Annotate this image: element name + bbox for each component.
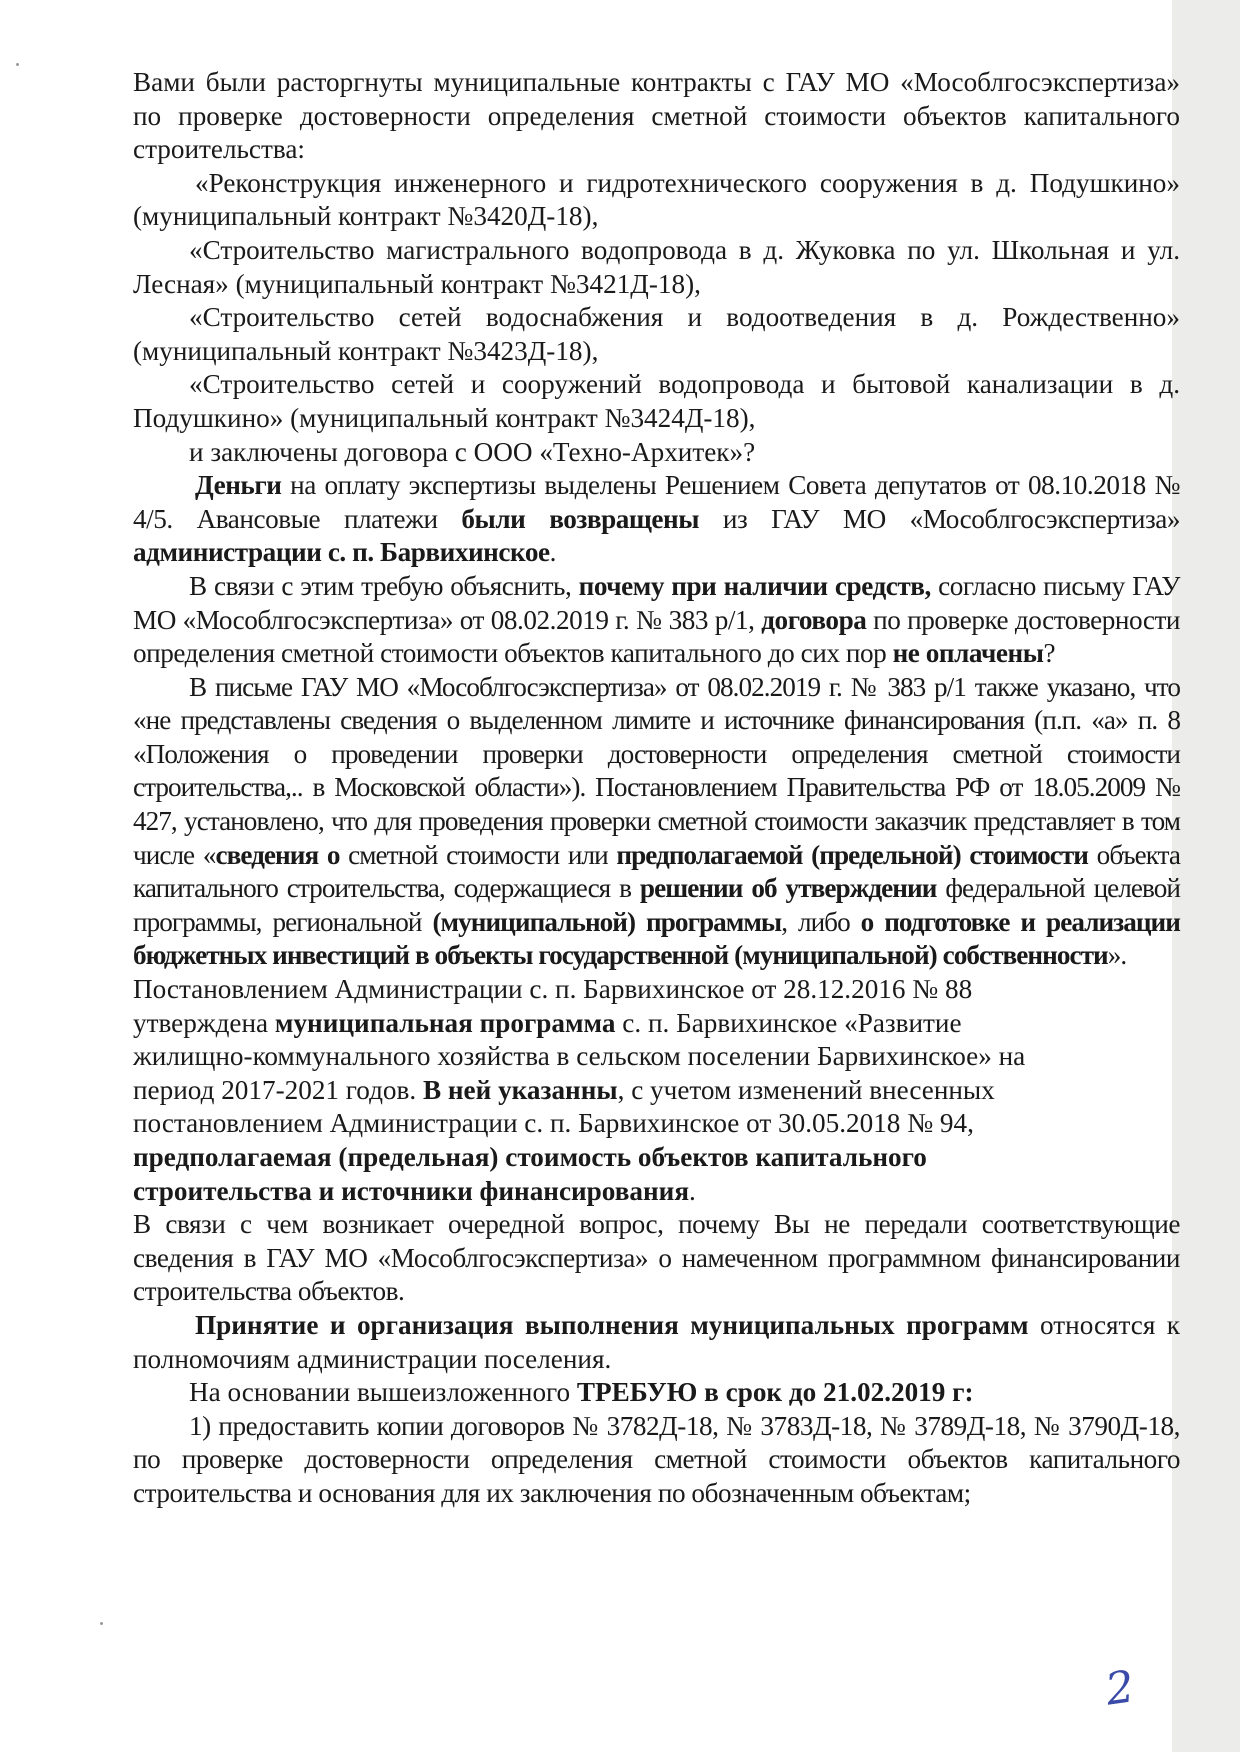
text: В связи с этим требую объяснить, [189, 570, 579, 601]
text: сметной стоимости или [339, 839, 617, 870]
bold-text: сведения о [215, 839, 340, 870]
letter-paragraph [133, 671, 1180, 973]
bold-text: почему при наличии средств, [578, 570, 931, 601]
text: На основании вышеизложенного [189, 1377, 577, 1408]
text: жилищно-коммунального хозяйства в сельском поселении Барвихинское» на [133, 1041, 1026, 1072]
text: , либо [781, 906, 861, 937]
scan-margin [1172, 0, 1240, 1752]
powers-paragraph [133, 1309, 1180, 1376]
text: . [549, 537, 556, 568]
bold-text: договора [761, 604, 867, 635]
text: по проверке достоверности определения сметной стоимости объектов капитального до сих пор [133, 604, 1180, 669]
bold-text: не оплачены [892, 638, 1044, 669]
bold-text: муниципальная программа [274, 1007, 616, 1038]
bold-text: Деньги [195, 470, 282, 501]
intro-text: Вами были расторгнуты муниципальные контракты с ГАУ МО «Мособлгосэкспертиза» по проверке достоверности определения сметной стоимости объектов капитального строительства: [133, 67, 1180, 165]
text: с. п. Барвихинское «Развитие [615, 1007, 962, 1038]
handwritten-page-number: 2 [1102, 1661, 1138, 1716]
text: Постановлением Администрации с. п. Барвихинское от 28.12.2016 № 88 [133, 974, 973, 1005]
question-paragraph [133, 1208, 1180, 1309]
text: ? [1043, 638, 1056, 669]
contract-text: «Реконструкция инженерного и гидротехнического сооружения в д. Подушкино» (муниципальный контракт №3420Д-18), [133, 167, 1180, 232]
bold-text: В ней указанны [422, 1074, 618, 1105]
bold-text: строительства и источники финансирования [133, 1175, 690, 1206]
text: В связи с чем возникает очередной вопрос, почему Вы не передали соответствующие сведения в ГАУ МО «Мособлгосэкспертиза» о намеченном программном финансировании строительства объектов. [133, 1209, 1180, 1307]
demand-paragraph [133, 1376, 1180, 1410]
explain-paragraph [133, 570, 1180, 671]
contract-item [133, 368, 1180, 435]
scan-speck [100, 1622, 103, 1625]
bold-text: администрации с. п. Барвихинское [133, 537, 550, 568]
money-paragraph [133, 469, 1180, 570]
scan-speck [16, 63, 19, 66]
text: В письме ГАУ МО «Мособлгосэкспертиза» от 08.02.2019 г. № 383 р/1 также указано, что «не представлены сведения о выделенном лимите и источнике финансирования (п.п. «а» п. 8 «Положения о проведении проверки достоверности определения сметной стоимости строительства,.. в Московской области»). Постановлением Правительства РФ от 18.05.2009 № 427, установлено, что для проведения проверки сметной стоимости заказчик представляет в том числе « [133, 671, 1180, 870]
text: из ГАУ МО «Мособлгосэкспертиза» [699, 503, 1180, 534]
bold-text: о подготовке и реализации бюджетных инвестиций в объекты государственной (муниципальной) собственности [133, 906, 1180, 971]
contract-text: «Строительство сетей водоснабжения и водоотведения в д. Рождественно» (муниципальный контракт №3423Д-18), [133, 302, 1180, 366]
text: на оплату экспертизы выделены Решением Совета депутатов от 08.10.2018 № 4/5. Авансовые платежи [133, 470, 1180, 534]
bold-text: (муниципальной) программы [432, 906, 782, 937]
contract-item [133, 167, 1180, 234]
bold-text: предполагаемая (предельная) стоимость объектов капитального [133, 1142, 927, 1172]
text: период 2017-2021 годов. [133, 1074, 423, 1105]
bold-text: предполагаемой (предельной) стоимости [616, 839, 1089, 870]
contract-text: «Строительство сетей и сооружений водопровода и бытовой канализации в д. Подушкино» (муниципальный контракт №3424Д-18), [133, 369, 1180, 433]
program-paragraph [133, 973, 1180, 1208]
contract-item [133, 234, 1180, 301]
text: 1) предоставить копии договоров № 3782Д-18, № 3783Д-18, № 3789Д-18, № 3790Д-18, по проверке достоверности определения сметной стоимости объектов капитального строительства и основания для их заключения по обозначенным объектам; [133, 1410, 1180, 1508]
text: объекта капитального строительства, содержащиеся в [133, 839, 1181, 904]
text: . [689, 1175, 696, 1206]
letter-body [133, 66, 1180, 1511]
contract-item [133, 436, 1180, 470]
bold-text: Принятие и организация выполнения муниципальных программ [195, 1309, 1029, 1340]
contract-text: «Строительство магистрального водопровода в д. Жуковка по ул. Школьная и ул. Лесная» (муниципальный контракт №3421Д-18), [133, 234, 1180, 299]
bold-text: были возвращены [461, 503, 700, 534]
text: ». [1107, 940, 1127, 971]
contract-item [133, 301, 1180, 368]
contract-text: и заключены договора с ООО «Техно-Архитек»? [189, 436, 756, 467]
text: согласно письму ГАУ МО «Мособлгосэкспертиза» от 08.02.2019 г. № 383 р/1, [133, 570, 1181, 635]
text: , с учетом изменений внесенных [617, 1074, 995, 1105]
text: относятся к полномочиям администрации поселения. [133, 1309, 1180, 1374]
demand-item-1 [133, 1410, 1180, 1511]
bold-text: решении об утверждении [639, 873, 937, 904]
text: постановлением Администрации с. п. Барвихинское от 30.05.2018 № 94, [133, 1108, 974, 1139]
bold-text: ТРЕБУЮ в срок до 21.02.2019 г: [576, 1377, 974, 1408]
text: федеральной целевой программы, региональной [133, 873, 1180, 937]
intro-paragraph [133, 66, 1180, 167]
text: утверждена [133, 1007, 275, 1038]
